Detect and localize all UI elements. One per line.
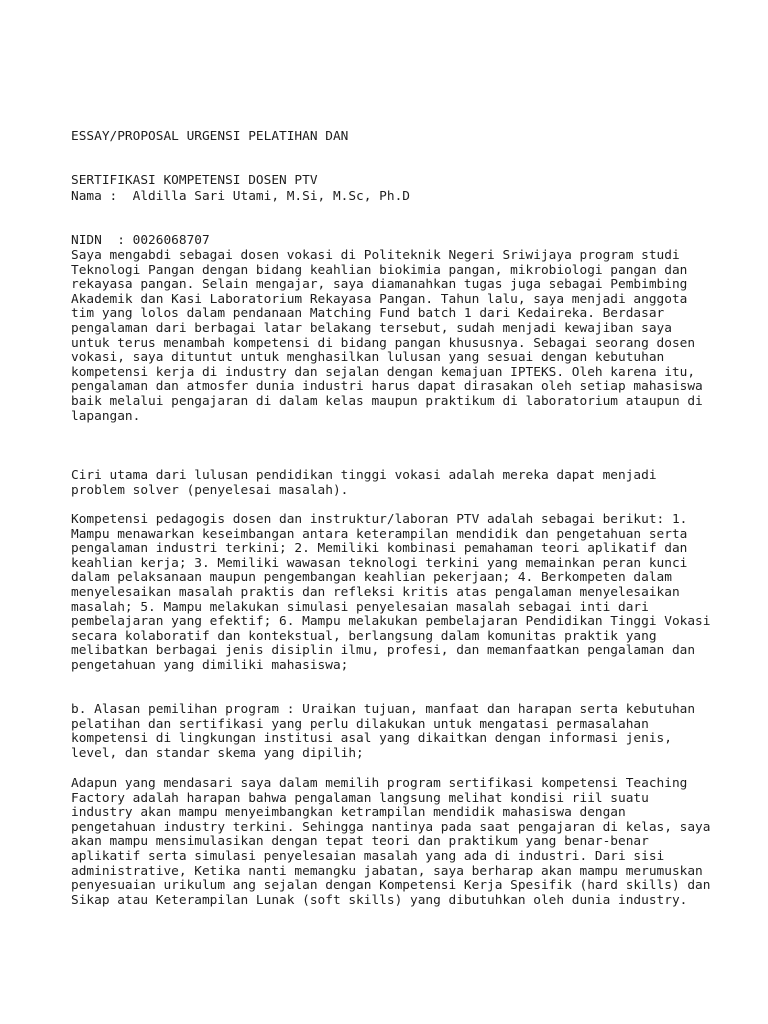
paragraph-line: pengalaman dari berbagai latar belakang tersebut, sudah menjadi kewajiban saya xyxy=(71,320,672,336)
paragraph-line: administrative, Ketika nanti memangku jabatan, saya berharap akan mampu merumuskan xyxy=(71,863,703,879)
paragraph-line: masalah; 5. Mampu melakukan simulasi penyelesaian masalah sebagai inti dari xyxy=(71,599,649,615)
paragraph-line: penyesuaian urikulum ang sejalan dengan Kompetensi Kerja Spesifik (hard skills) dan xyxy=(71,878,711,894)
paragraph-line: pengalaman dan atmosfer dunia industri harus dapat dirasakan oleh setiap mahasiswa xyxy=(71,379,703,395)
author-name: Nama : Aldilla Sari Utami, M.Si, M.Sc, Ph.D xyxy=(71,189,410,205)
paragraph-line: rekayasa pangan. Selain mengajar, saya diamanahkan tugas juga sebagai Pembimbing xyxy=(71,277,688,293)
paragraph xyxy=(71,249,703,424)
paragraph-line: pelatihan dan sertifikasi yang perlu dilakukan untuk mengatasi permasalahan xyxy=(71,716,649,732)
paragraph-line: Factory adalah harapan bahwa pengalaman langsung melihat kondisi riil suatu xyxy=(71,790,649,806)
paragraph-line: dalam pelaksanaan maupun pengembangan keahlian pekerjaan; 4. Berkompeten dalam xyxy=(71,570,672,586)
paragraph-line: untuk terus menambah kompetensi di bidang pangan khususnya. Sebagai seorang dosen xyxy=(71,335,696,351)
paragraph-line: kompetensi di lingkungan institusi asal yang dikaitkan dengan informasi jenis, xyxy=(71,731,672,747)
paragraph-line: lapangan. xyxy=(71,408,141,424)
paragraph-line: Teknologi Pangan dengan bidang keahlian biokimia pangan, mikrobiologi pangan dan xyxy=(71,262,688,278)
title-line: ESSAY/PROPOSAL URGENSI PELATIHAN DAN xyxy=(71,129,349,145)
paragraph xyxy=(71,703,695,761)
paragraph-line: b. Alasan pemilihan program : Uraikan tujuan, manfaat dan harapan serta kebutuhan xyxy=(71,702,696,717)
paragraph-line: Sikap atau Keterampilan Lunak (soft skills) yang dibutuhkan oleh dunia industry. xyxy=(71,892,688,908)
paragraph-line: baik melalui pengajaran di dalam kelas maupun praktikum di laboratorium ataupun di xyxy=(71,393,703,409)
paragraph-line: secara kolaboratif dan kontekstual, berlangsung dalam komunitas praktik yang xyxy=(71,628,657,644)
paragraph xyxy=(71,513,710,674)
paragraph-line: pengetahuan industry terkini. Sehingga nantinya pada saat pengajaran di kelas, saya xyxy=(71,819,711,835)
paragraph-line: aplikatif serta simulasi penyelesaian masalah yang ada di industri. Dari sisi xyxy=(71,848,665,864)
paragraph-line: Saya mengabdi sebagai dosen vokasi di Politeknik Negeri Sriwijaya program studi xyxy=(71,248,680,263)
paragraph-line: pembelajaran yang efektif; 6. Mampu melakukan pembelajaran Pendidikan Tinggi Vokasi xyxy=(71,614,711,630)
paragraph xyxy=(71,469,657,498)
paragraph-line: menyelesaikan masalah praktis dan refleksi kritis atas pengalaman menyelesaikan xyxy=(71,584,680,600)
paragraph-line: pengetahuan yang dimiliki mahasiswa; xyxy=(71,657,349,673)
paragraph-line: kompetensi kerja di industry dan sejalan dengan kemajuan IPTEKS. Oleh karena itu, xyxy=(71,364,696,380)
paragraph-line: Kompetensi pedagogis dosen dan instruktur/laboran PTV adalah sebagai berikut: 1. xyxy=(71,512,688,527)
paragraph-line: tim yang lolos dalam pendanaan Matching Fund batch 1 dari Kedaireka. Berdasar xyxy=(71,306,665,322)
paragraph-line: level, dan standar skema yang dipilih; xyxy=(71,745,364,761)
paragraph-line: pengalaman industri terkini; 2. Memiliki kombinasi pemahaman teori aplikatif dan xyxy=(71,541,688,557)
paragraph-line: melibatkan berbagai jenis disiplin ilmu, profesi, dan memanfaatkan pengalaman dan xyxy=(71,643,696,659)
paragraph xyxy=(71,777,710,908)
paragraph-line: akan mampu mensimulasikan dengan tepat teori dan praktikum yang benar-benar xyxy=(71,834,649,850)
paragraph-line: problem solver (penyelesai masalah). xyxy=(71,482,349,498)
paragraph-line: Mampu menawarkan keseimbangan antara keterampilan mendidik dan pengetahuan serta xyxy=(71,526,688,542)
paragraph-line: Ciri utama dari lulusan pendidikan tinggi vokasi adalah mereka dapat menjadi xyxy=(71,468,657,483)
paragraph-line: Adapun yang mendasari saya dalam memilih program sertifikasi kompetensi Teaching xyxy=(71,776,688,791)
paragraph-line: industry akan mampu menyeimbangkan ketrampilan mendidik mahasiswa dengan xyxy=(71,805,626,821)
author-nidn: NIDN : 0026068707 xyxy=(71,232,210,248)
title-line: SERTIFIKASI KOMPETENSI DOSEN PTV xyxy=(71,172,318,188)
paragraph-line: Akademik dan Kasi Laboratorium Rekayasa Pangan. Tahun lalu, saya menjadi anggota xyxy=(71,291,688,307)
paragraph-line: keahlian kerja; 3. Memiliki wawasan teknologi terkini yang memainkan peran kunci xyxy=(71,555,688,571)
paragraph-line: vokasi, saya dituntut untuk menghasilkan lulusan yang sesuai dengan kebutuhan xyxy=(71,350,665,366)
